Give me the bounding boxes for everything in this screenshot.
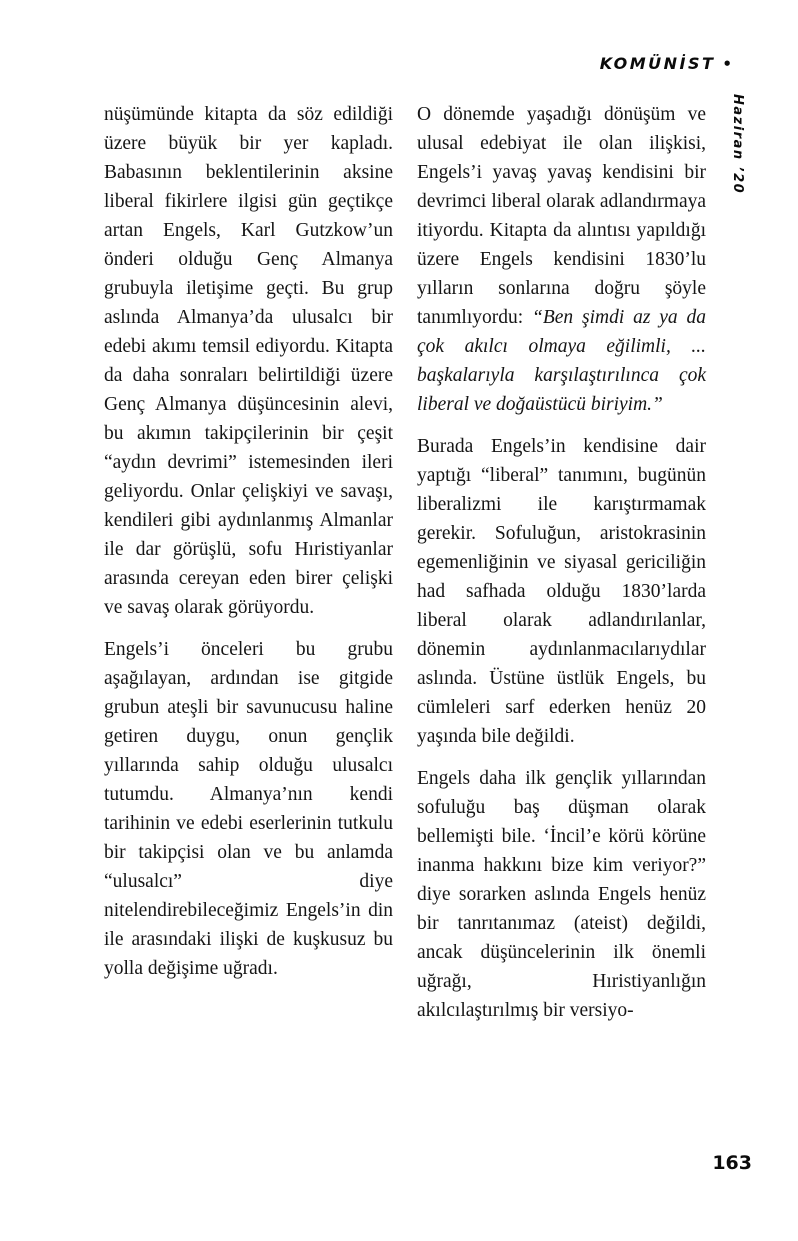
right-column bbox=[417, 100, 706, 1025]
paragraph bbox=[417, 100, 706, 419]
magazine-masthead bbox=[600, 54, 732, 73]
body-text: Engels’i önceleri bu grubu aşağılayan, ardından ise gitgide grubun ateşli bir savunucusu haline getiren duygu, onun gençlik yıllarında sahip olduğu ulusalcı tutumdu. Almanya’nın kendi tarihinin ve edebi eserlerinin tutkulu bir takipçisi olan ve bu anlamda “ulusalcı” diye nitelendirebileceğimiz Engels’in din ile arasındaki ilişki de kuşkusuz bu yolla değişime uğradı. bbox=[104, 639, 393, 979]
paragraph bbox=[417, 764, 706, 1025]
body-text: Burada Engels’in kendisine dair yaptığı “liberal” tanımını, bugünün liberalizmi ile karıştırmamak gerekir. Sofuluğun, aristokrasinin egemenliğinin ve siyasal gericiliğin had safhada olduğu 1830’larda liberal olarak adlandırılanlar, dönemin aydınlanmacılarıydılar aslında. Üstüne üstlük Engels, bu cümleleri sarf ederken henüz 20 yaşında bile değildi. bbox=[417, 436, 706, 747]
paragraph bbox=[104, 100, 393, 622]
paragraph bbox=[104, 635, 393, 983]
body-text: O dönemde yaşadığı dönüşüm ve ulusal edebiyat ile olan ilişkisi, Engels’i yavaş yavaş kendisini bir devrimci liberal olarak adlandırmaya itiyordu. Kitapta da alıntısı yapıldığı üzere Engels kendisini 1830’lu yılların sonlarına doğru şöyle tanımlıyordu: bbox=[417, 104, 706, 328]
quote-text: “Ben şimdi az ya da çok akılcı olmaya eğilimli, ... başkalarıyla karşılaştırılınca çok liberal ve doğaüstücü biriyim.” bbox=[417, 307, 706, 415]
issue-label: Haziran ’20 bbox=[730, 94, 745, 195]
body-text: nüşümünde kitapta da söz edildiği üzere büyük bir yer kapladı. Babasının beklentilerinin aksine liberal fikirlere ilgisi gün geçtikçe artan Engels, Karl Gutzkow’un önderi olduğu Genç Almanya grubuyla iletişime geçti. Bu grup aslında Almanya’da ulusalcı bir edebi akımı temsil ediyordu. Kitapta da daha sonraları belirtildiği üzere Genç Almanya düşüncesinin alevi, bu akımın takipçilerinin bir çeşit “aydın devrimi” istemesinden ileri geliyordu. Onlar çelişkiyi ve savaşı, kendileri gibi aydınlanmış Almanlar ile dar görüşlü, sofu Hıristiyanlar arasında cereyan eden birer çelişki ve savaş olarak görüyordu. bbox=[104, 104, 393, 618]
paragraph bbox=[417, 432, 706, 751]
magazine-title: KOMÜNİST bbox=[599, 54, 716, 73]
text-columns bbox=[104, 100, 706, 1025]
masthead-bullet: • bbox=[722, 55, 732, 73]
body-text: Engels daha ilk gençlik yıllarından sofuluğu baş düşman olarak bellemişti bile. ‘İncil’e körü körüne inanma hakkını bize kim veriyor?” diye sorarken aslında Engels henüz bir tanrıtanımaz (ateist) değildi, ancak düşüncelerinin ilk önemli uğrağı, Hıristiyanlığın akılcılaştırılmış bir versiyo- bbox=[417, 768, 706, 1021]
page-number: 163 bbox=[712, 1152, 752, 1174]
left-column bbox=[104, 100, 393, 1025]
